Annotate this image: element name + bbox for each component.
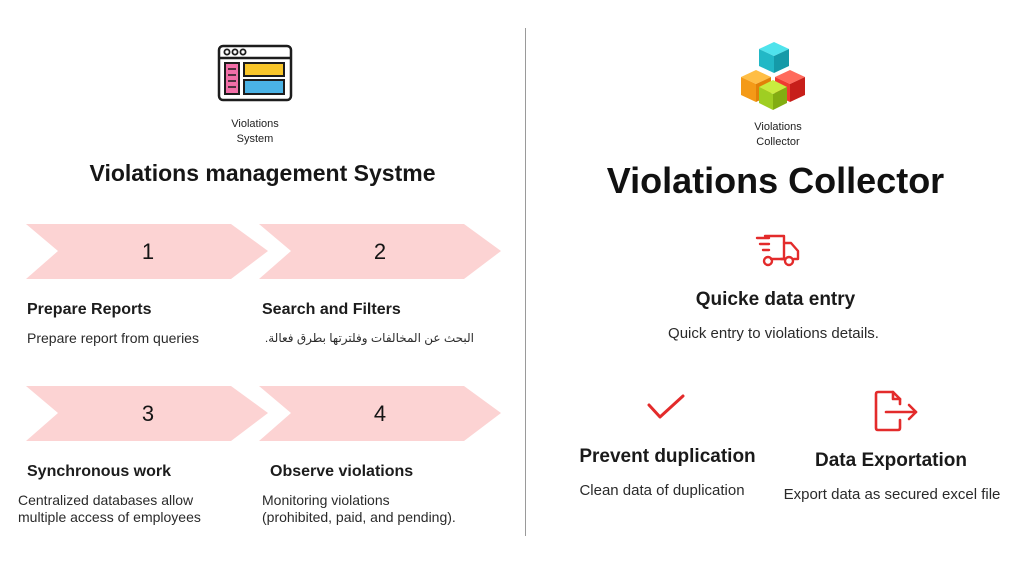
delivery-truck-icon <box>755 233 801 269</box>
desc-line: Monitoring violations <box>262 492 390 508</box>
step-3-title: Synchronous work <box>27 463 172 480</box>
caption-line: Violations <box>231 118 279 130</box>
feature-2-desc: Clean data of duplication <box>579 482 745 499</box>
desc-line: multiple access of employees <box>18 509 201 525</box>
caption-line: System <box>236 133 274 145</box>
caption-line: Violations <box>754 121 802 133</box>
file-export-icon <box>872 390 920 432</box>
step-1-desc: Prepare report from queries <box>27 330 199 346</box>
feature-3-title: Data Exportation <box>814 450 968 471</box>
step-2-desc: البحث عن المخالفات وفلترتها بطرق فعالة. <box>264 331 474 345</box>
system-icon-caption <box>205 117 305 147</box>
collector-icon-caption <box>728 120 828 150</box>
colored-cubes-icon <box>739 40 809 112</box>
feature-2-title: Prevent duplication <box>579 446 756 467</box>
browser-window-icon <box>217 44 293 102</box>
caption-line: Collector <box>756 136 800 148</box>
checkmark-icon <box>646 393 686 421</box>
feature-3-desc: Export data as secured excel file <box>783 486 1001 503</box>
vertical-divider <box>525 28 526 536</box>
feature-1-title: Quicke data entry <box>695 289 856 310</box>
step-2-title: Search and Filters <box>262 301 401 318</box>
step-3-number: 3 <box>141 401 155 426</box>
desc-line: (prohibited, paid, and pending). <box>262 509 456 525</box>
step-1-number: 1 <box>141 239 155 264</box>
desc-line: Centralized databases allow <box>18 492 194 508</box>
step-4-number: 4 <box>373 401 387 426</box>
left-heading: Violations management Systme <box>89 160 436 186</box>
step-2-number: 2 <box>373 239 387 264</box>
feature-1-desc: Quick entry to violations details. <box>668 325 879 342</box>
step-4-desc <box>262 492 456 526</box>
step-4-title: Observe violations <box>270 463 414 480</box>
step-1-title: Prepare Reports <box>27 301 152 318</box>
right-heading: Violations Collector <box>606 160 945 201</box>
step-3-desc <box>18 492 201 526</box>
